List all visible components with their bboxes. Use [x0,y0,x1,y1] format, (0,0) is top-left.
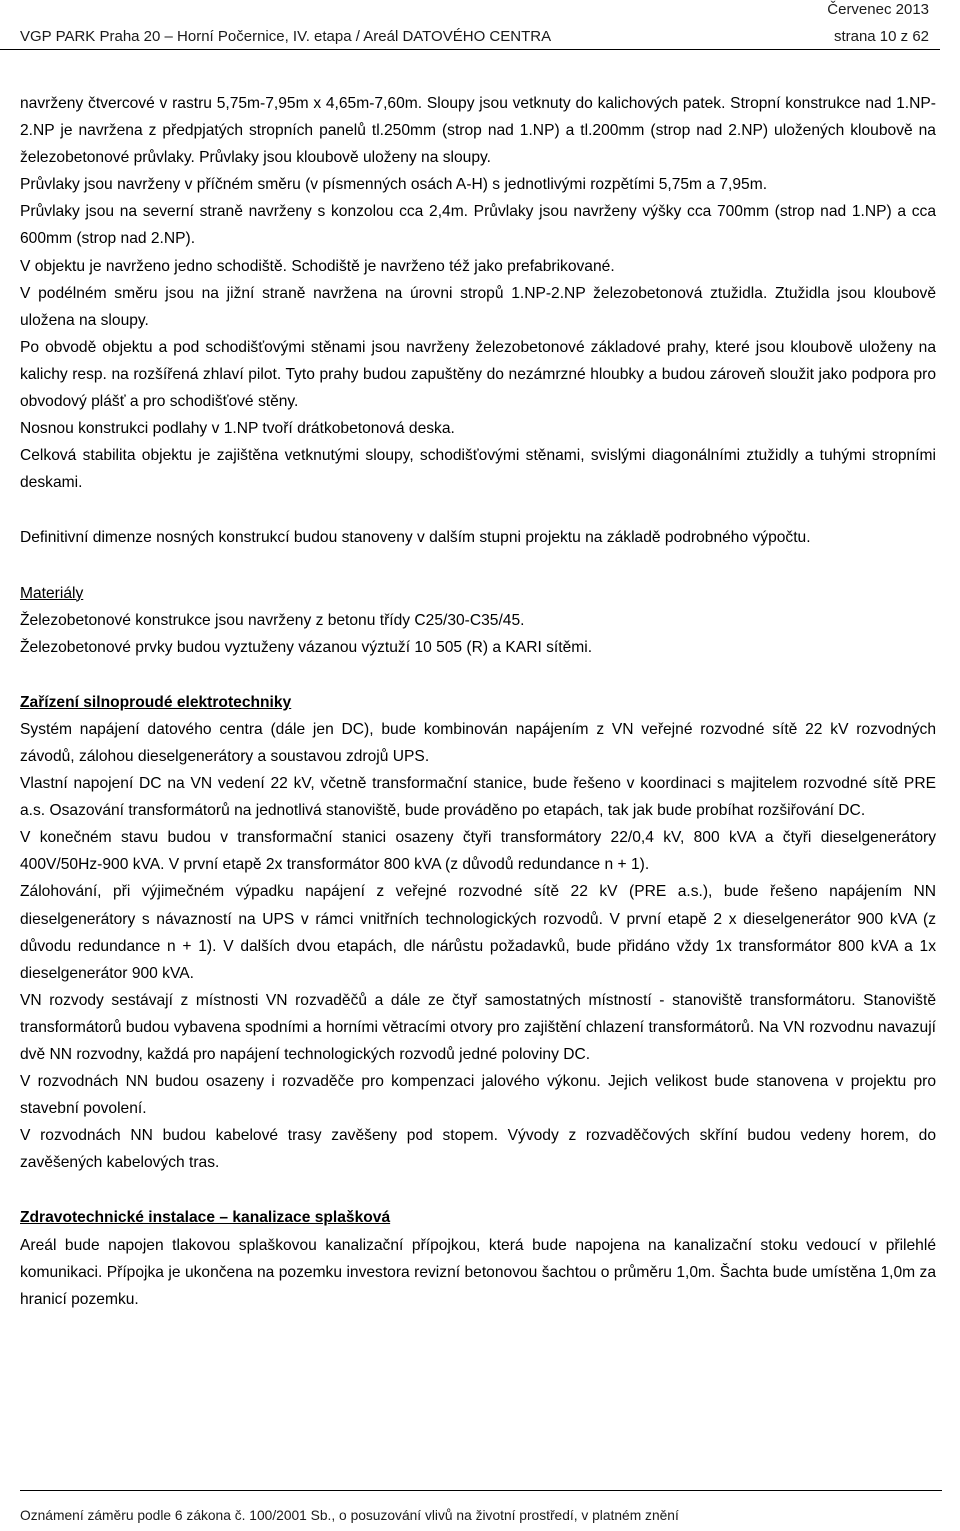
page-number: strana 10 z 62 [833,28,929,45]
paragraph: Definitivní dimenze nosných konstrukcí budou stanoveny v dalším stupni projektu na základě podrobného výpočtu. [20,529,811,547]
paragraph: V konečném stavu budou v transformační stanici osazeny čtyři transformátory 22/0,4 kV, 800 kVA a čtyři dieselgenerátory 400V/50Hz-900 kVA. V první etapě 2x transformátor 800 kVA (z důvodů redundance n + 1). [20,829,936,874]
header-date: Červenec 2013 [827,1,929,18]
paragraph: Systém napájení datového centra (dále jen DC), bude kombinován napájením z VN veřejné rozvodné sítě 22 kV rozvodných závodů, zálohou dieselgenerátory a soustavou zdrojů UPS. [20,720,936,765]
paragraph: V rozvodnách NN budou kabelové trasy zavěšeny pod stopem. Vývody z rozvaděčových skříní budou vedeny horem, do zavěšených kabelových tras. [20,1127,936,1172]
paragraph: Zálohování, při výjimečném výpadku napájení z veřejné rozvodné sítě 22 kV (PRE a.s.), bude řešeno napájením NN dieselgenerátory s návazností na UPS v rámci vnitřních technologických rozvodů. V první etapě 2 x dieselgenerátor 900 kVA (z důvodu redundance n + 1). V dalších dvou etapách, dle nárůstu požadavků, bude přidáno vždy 1x transformátor 800 kVA a 1x dieselgenerátor 900 kVA. [20,883,936,982]
paragraph: Železobetonové konstrukce jsou navrženy z betonu třídy C25/30-C35/45. [20,611,525,629]
page-header [0,0,960,48]
paragraph: Celková stabilita objektu je zajištěna vetknutými sloupy, schodišťovými stěnami, svislými diagonálními ztužidly a tuhými stropními deskami. [20,447,936,492]
paragraph: Vlastní napojení DC na VN vedení 22 kV, včetně transformační stanice, bude řešeno v koordinaci s majitelem rozvodné sítě PRE a.s. Osazování transformátorů na jednotlivá stanoviště, bude prováděno po etapách, tak jak bude probíhat rozšiřování DC. [20,775,936,820]
paragraph: V objektu je navrženo jedno schodiště. Schodiště je navrženo též jako prefabrikované. [20,257,615,275]
page-footer: Oznámení záměru podle 6 zákona č. 100/2001 Sb., o posuzování vlivů na životní prostředí, v platném znění [20,1508,679,1523]
footer-divider [20,1490,942,1491]
spacer [20,1176,936,1204]
paragraph: Průvlaky jsou na severní straně navrženy s konzolou cca 2,4m. Průvlaky jsou navrženy výšky cca 700mm (strop nad 1.NP) a cca 600mm (strop nad 2.NP). [20,203,936,248]
paragraph: Železobetonové prvky budou vyztuženy vázanou výztuží 10 505 (R) a KARI sítěmi. [20,638,593,656]
paragraph: V rozvodnách NN budou osazeny i rozvaděče pro kompenzaci jalového výkonu. Jejich velikost bude stanovena v projektu pro stavební povolení. [20,1073,936,1118]
header-title: VGP PARK Praha 20 – Horní Počernice, IV. etapa / Areál DATOVÉHO CENTRA [20,28,552,45]
paragraph: Nosnou konstrukci podlahy v 1.NP tvoří drátkobetonová deska. [20,420,455,438]
paragraph: Po obvodě objektu a pod schodišťovými stěnami jsou navrženy železobetonové základové prahy, které jsou kloubově uloženy na kalichy resp. na rozšířená zhlaví pilot. Tyto prahy budou zapuštěny do nezámrzné hloubky a budou zároveň sloužit jako podpora pro obvodový plášť a pro schodišťové stěny. [20,338,936,411]
paragraph: navrženy čtvercové v rastru 5,75m-7,95m x 4,65m-7,60m. Sloupy jsou vetknuty do kalichových patek. Stropní konstrukce nad 1.NP-2.NP je navržena z předpjatých stropních panelů tl.250mm (strop nad 1.NP) a tl.200mm (strop nad 2.NP) uložených kloubově na železobetonové průvlaky. Průvlaky jsou kloubově uloženy na sloupy. [20,95,936,167]
spacer [20,552,936,580]
spacer [20,496,936,524]
section-heading-materials: Materiály [20,584,84,602]
document-body [20,90,936,1313]
header-divider [0,49,940,50]
paragraph: VN rozvody sestávají z místnosti VN rozvaděčů a dále ze čtyř samostatných místností - stanoviště transformátoru. Stanoviště transformátorů budou vybavena spodními a horními větracími otvory pro zajištění chlazení transformátorů. Na VN rozvodnu navazují dvě NN rozvodny, každá pro napájení technologických rozvodů jedné poloviny DC. [20,991,936,1063]
paragraph: Areál bude napojen tlakovou splaškovou kanalizační přípojkou, která bude napojena na kanalizační stoku vedoucí v přilehlé komunikaci. Přípojka je ukončena na pozemku investora revizní betonovou šachtou o průměru 1,0m. Šachta bude umístěna 1,0m za hranicí pozemku. [20,1236,936,1308]
section-heading-sanitary: Zdravotechnické instalace – kanalizace splašková [20,1209,391,1227]
paragraph: V podélném směru jsou na jižní straně navržena na úrovni stropů 1.NP-2.NP železobetonová ztužidla. Ztužidla jsou kloubově uložena na sloupy. [20,284,936,329]
section-heading-electro: Zařízení silnoproudé elektrotechniky [20,693,292,711]
spacer [20,661,936,689]
paragraph: Průvlaky jsou navrženy v příčném směru (v písmenných osách A-H) s jednotlivými rozpětími 5,75m a 7,95m. [20,176,768,194]
